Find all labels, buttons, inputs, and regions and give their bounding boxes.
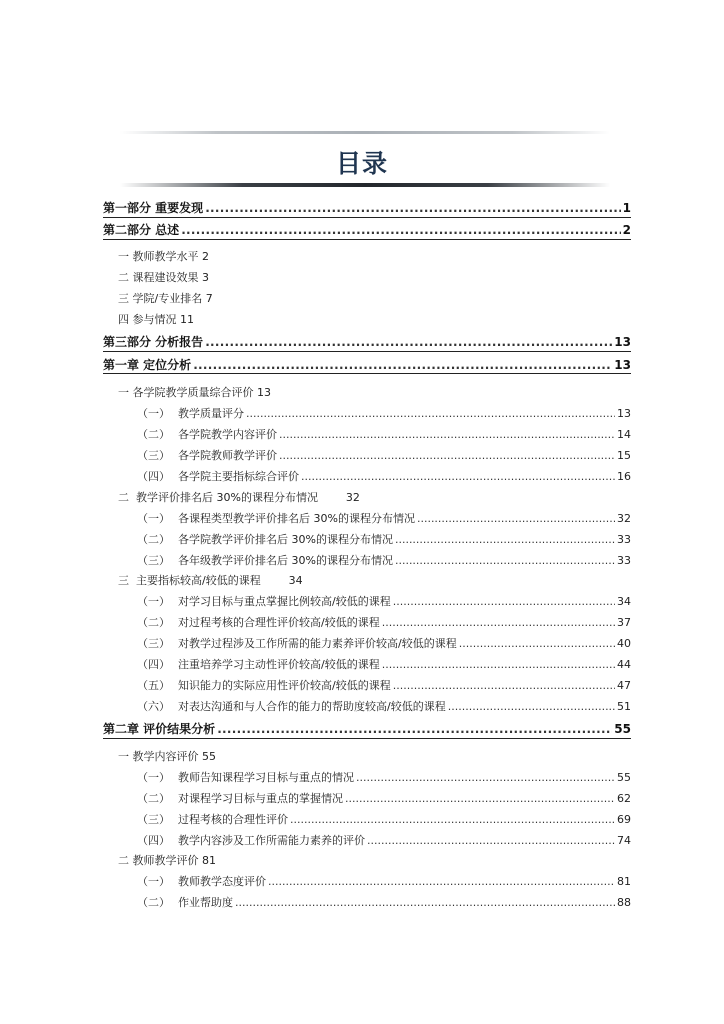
toc-leader-dots <box>268 875 615 888</box>
toc-entry-number: （五） <box>137 679 170 692</box>
toc-leader-dots <box>279 428 615 441</box>
toc-entry-label: 各学院教师教学评价 <box>178 449 277 462</box>
toc-entry-chapter2[interactable] <box>103 720 631 737</box>
toc-leader-dots <box>205 201 620 215</box>
toc-entry[interactable] <box>137 510 631 526</box>
toc-entry-label: 一 教学内容评价 55 <box>118 750 216 763</box>
toc-entry-page: 15 <box>617 449 631 462</box>
toc-entry-label: 各年级教学评价排名后 30%的课程分布情况 <box>178 554 393 567</box>
toc-leader-dots <box>417 512 615 525</box>
toc-entry-page: 16 <box>617 470 631 483</box>
toc-entry[interactable] <box>118 852 216 868</box>
toc-leader-dots <box>382 658 615 671</box>
toc-entry-label: 四 参与情况 11 <box>118 313 194 326</box>
toc-entry-label: 对课程学习目标与重点的掌握情况 <box>178 792 343 805</box>
toc-entry-number: （一） <box>137 875 170 888</box>
toc-entry[interactable] <box>137 552 631 568</box>
toc-entry-number: （一） <box>137 407 170 420</box>
toc-entry-number: （三） <box>137 813 170 826</box>
toc-entry-label: 教师告知课程学习目标与重点的情况 <box>178 771 354 784</box>
toc-leader-dots <box>205 335 612 349</box>
toc-entry-label: 教师教学态度评价 <box>178 875 266 888</box>
toc-entry[interactable] <box>137 635 631 651</box>
toc-entry-number: （四） <box>137 834 170 847</box>
toc-entry-number: （三） <box>137 449 170 462</box>
toc-entry-label: 教学内容涉及工作所需能力素养的评价 <box>178 834 365 847</box>
toc-entry-label: 知识能力的实际应用性评价较高/较低的课程 <box>178 679 391 692</box>
toc-entry-number: （一） <box>137 512 170 525</box>
toc-entry[interactable] <box>137 894 631 910</box>
toc-entry[interactable] <box>137 769 631 785</box>
toc-entry[interactable] <box>137 698 631 714</box>
toc-entry[interactable] <box>137 832 631 848</box>
toc-entry[interactable] <box>118 384 271 400</box>
toc-leader-dots <box>217 722 612 736</box>
toc-entry-page: 62 <box>617 792 631 805</box>
toc-separator <box>103 373 631 374</box>
toc-entry-label: 第二部分 总述 <box>103 223 180 237</box>
toc-entry-label: 对学习目标与重点掌握比例较高/较低的课程 <box>178 595 391 608</box>
toc-entry-label: 各课程类型教学评价排名后 30%的课程分布情况 <box>178 512 415 525</box>
toc-entry[interactable] <box>137 468 631 484</box>
toc-entry-page: 55 <box>614 722 631 736</box>
toc-entry-page: 33 <box>617 554 631 567</box>
toc-entry-label: 二 教学评价排名后 30%的课程分布情况 32 <box>118 491 360 504</box>
page-title: 目录 <box>335 149 388 178</box>
toc-entry-part3[interactable] <box>103 333 631 350</box>
toc-entry-page: 51 <box>617 700 631 713</box>
toc-leader-dots <box>290 813 615 826</box>
toc-entry-label: 过程考核的合理性评价 <box>178 813 288 826</box>
toc-entry-page: 40 <box>617 637 631 650</box>
toc-entry-page: 13 <box>614 335 631 349</box>
toc-leader-dots <box>193 358 612 372</box>
toc-entry-page: 13 <box>614 358 631 372</box>
toc-entry-number: （二） <box>137 533 170 546</box>
toc-entry-number: （二） <box>137 428 170 441</box>
toc-entry-page: 34 <box>617 595 631 608</box>
toc-entry-page: 69 <box>617 813 631 826</box>
toc-entry-number: （一） <box>137 595 170 608</box>
toc-leader-dots <box>367 834 615 847</box>
toc-entry-number: （二） <box>137 792 170 805</box>
toc-entry-number: （一） <box>137 771 170 784</box>
toc-entry-page: 13 <box>617 407 631 420</box>
toc-entry-label: 二 课程建设效果 3 <box>118 271 209 284</box>
toc-entry[interactable] <box>137 531 631 547</box>
toc-entry-page: 47 <box>617 679 631 692</box>
toc-entry-part2[interactable] <box>103 221 631 238</box>
toc-entry-page: 44 <box>617 658 631 671</box>
toc-entry-chapter1[interactable] <box>103 356 631 373</box>
toc-leader-dots <box>235 896 615 909</box>
toc-leader-dots <box>459 637 615 650</box>
toc-entry[interactable] <box>118 311 194 327</box>
toc-entry-label: 作业帮助度 <box>178 896 233 909</box>
toc-leader-dots <box>393 595 615 608</box>
toc-entry-number: （六） <box>137 700 170 713</box>
toc-leader-dots <box>181 223 620 237</box>
toc-entry-label: 一 各学院教学质量综合评价 13 <box>118 386 271 399</box>
toc-entry-label: 各学院教学评价排名后 30%的课程分布情况 <box>178 533 393 546</box>
title-top-rule <box>120 131 610 134</box>
toc-leader-dots <box>393 679 615 692</box>
toc-entry[interactable] <box>137 811 631 827</box>
toc-entry-label: 三 主要指标较高/较低的课程 34 <box>118 574 303 587</box>
toc-separator <box>103 351 631 352</box>
toc-entry-number: （三） <box>137 554 170 567</box>
toc-entry[interactable] <box>137 447 631 463</box>
toc-leader-dots <box>246 407 615 420</box>
toc-leader-dots <box>382 616 615 629</box>
toc-entry[interactable] <box>137 677 631 693</box>
toc-entry[interactable] <box>137 790 631 806</box>
toc-entry-page: 55 <box>617 771 631 784</box>
toc-leader-dots <box>395 533 615 546</box>
toc-leader-dots <box>301 470 615 483</box>
toc-entry[interactable] <box>137 614 631 630</box>
toc-entry-page: 1 <box>622 201 631 215</box>
toc-entry-page: 32 <box>617 512 631 525</box>
toc-entry[interactable] <box>137 593 631 609</box>
toc-entry[interactable] <box>137 873 631 889</box>
toc-entry[interactable] <box>118 489 360 505</box>
toc-entry-number: （二） <box>137 616 170 629</box>
toc-entry-page: 74 <box>617 834 631 847</box>
toc-entry-page: 37 <box>617 616 631 629</box>
toc-leader-dots <box>356 771 615 784</box>
toc-entry-label: 注重培养学习主动性评价较高/较低的课程 <box>178 658 380 671</box>
toc-leader-dots <box>279 449 615 462</box>
toc-separator <box>103 738 631 739</box>
toc-entry-page: 14 <box>617 428 631 441</box>
toc-entry-label: 对表达沟通和与人合作的能力的帮助度较高/较低的课程 <box>178 700 446 713</box>
toc-entry-number: （二） <box>137 896 170 909</box>
toc-entry-label: 二 教师教学评价 81 <box>118 854 216 867</box>
toc-entry[interactable] <box>137 426 631 442</box>
toc-entry-label: 对过程考核的合理性评价较高/较低的课程 <box>178 616 380 629</box>
toc-entry-label: 第一部分 重要发现 <box>103 201 204 215</box>
toc-entry[interactable] <box>118 572 303 588</box>
toc-entry[interactable] <box>118 290 213 306</box>
toc-entry-label: 三 学院/专业排名 7 <box>118 292 213 305</box>
toc-entry[interactable] <box>137 405 631 421</box>
title-bottom-rule <box>120 183 610 187</box>
toc-leader-dots <box>448 700 615 713</box>
toc-separator <box>103 239 631 240</box>
toc-entry-page: 2 <box>622 223 631 237</box>
toc-entry-label: 各学院主要指标综合评价 <box>178 470 299 483</box>
toc-entry[interactable] <box>118 269 209 285</box>
toc-entry-page: 33 <box>617 533 631 546</box>
toc-entry-number: （三） <box>137 637 170 650</box>
toc-separator <box>103 217 631 218</box>
toc-entry-label: 各学院教学内容评价 <box>178 428 277 441</box>
toc-entry-label: 一 教师教学水平 2 <box>118 250 209 263</box>
toc-entry-page: 88 <box>617 896 631 909</box>
toc-entry[interactable] <box>118 248 209 264</box>
toc-entry-label: 教学质量评分 <box>178 407 244 420</box>
toc-entry-label: 第三部分 分析报告 <box>103 335 204 349</box>
toc-entry-part1[interactable] <box>103 199 631 216</box>
toc-leader-dots <box>345 792 615 805</box>
toc-entry[interactable] <box>118 748 216 764</box>
toc-entry-number: （四） <box>137 658 170 671</box>
toc-entry-label: 第一章 定位分析 <box>103 358 192 372</box>
toc-entry-page: 81 <box>617 875 631 888</box>
toc-entry-number: （四） <box>137 470 170 483</box>
toc-entry-label: 对教学过程涉及工作所需的能力素养评价较高/较低的课程 <box>178 637 457 650</box>
toc-entry-label: 第二章 评价结果分析 <box>103 722 216 736</box>
toc-leader-dots <box>395 554 615 567</box>
toc-entry[interactable] <box>137 656 631 672</box>
